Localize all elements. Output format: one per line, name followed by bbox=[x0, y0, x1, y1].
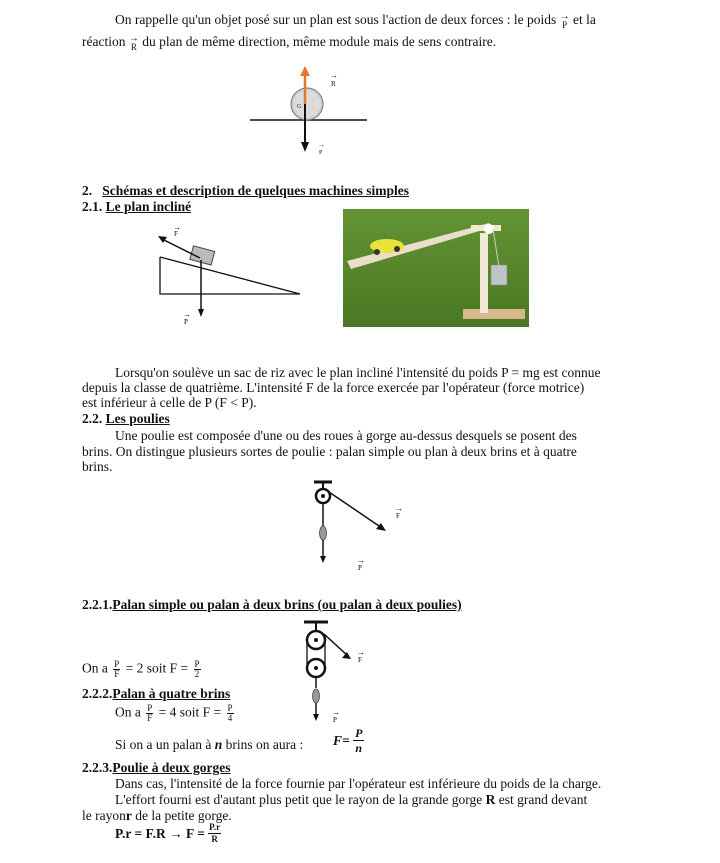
eq221-mid: = 2 soit F = bbox=[125, 660, 189, 676]
section-221-number: 2.2.1. bbox=[82, 597, 113, 612]
section-222-heading bbox=[82, 686, 230, 702]
section-221-heading bbox=[82, 597, 462, 613]
eq222-num2: P bbox=[227, 703, 233, 713]
pulley1-label-p: P bbox=[358, 564, 362, 572]
poulies-text-2: brins. On distingue plusieurs sortes de poulie : palan simple ou plan à deux brins et à quatre bbox=[82, 444, 577, 459]
eq222-fraction-2 bbox=[227, 704, 234, 723]
vector-p-inline: → P bbox=[560, 21, 570, 30]
section-222-title: Palan à quatre brins bbox=[112, 686, 231, 701]
section-2-title: Schémas et description de quelques machines simples bbox=[102, 183, 410, 198]
gorges-text-2 bbox=[115, 792, 587, 808]
label-g: G bbox=[297, 104, 302, 110]
double-pulley-figure bbox=[296, 618, 386, 728]
eq221-den1: F bbox=[114, 669, 120, 679]
section-222-number: 2.2.2. bbox=[82, 686, 113, 701]
svg-text:→: → bbox=[357, 556, 365, 565]
section-21-heading bbox=[82, 199, 191, 215]
eq-final-lhs: P.r = F.R → F = bbox=[115, 825, 205, 841]
eq221-den2: 2 bbox=[194, 669, 200, 679]
section-21-number: 2.1. bbox=[82, 199, 103, 214]
section-2-number: 2. bbox=[82, 183, 93, 198]
eq-n-num: P bbox=[355, 726, 363, 740]
equation-n-formula bbox=[333, 726, 364, 755]
incline-label-p: P bbox=[184, 318, 188, 326]
eq222-den1: F bbox=[147, 713, 153, 723]
section-223-heading bbox=[82, 760, 231, 776]
svg-text:→: → bbox=[330, 71, 338, 80]
svg-text:→: → bbox=[318, 141, 325, 149]
gorges-text-3b: de la petite gorge. bbox=[135, 808, 232, 823]
section-22-title: Les poulies bbox=[105, 411, 170, 426]
equation-221 bbox=[82, 660, 203, 679]
equation-final bbox=[115, 822, 221, 845]
section-22-number: 2.2. bbox=[82, 411, 103, 426]
eq222-num1: P bbox=[147, 703, 153, 713]
incline-text-3: est inférieur à celle de P (F < P). bbox=[82, 395, 257, 410]
eq-n-text-b: brins on aura : bbox=[225, 737, 304, 752]
pulley2-label-f: F bbox=[358, 656, 362, 664]
incline-label-f: F bbox=[174, 230, 178, 238]
eq221-num1: P bbox=[114, 659, 120, 669]
eq-final-den: R bbox=[211, 834, 218, 844]
pulley-force-arrow bbox=[329, 492, 382, 528]
gorges-text-2b: est grand devant bbox=[498, 792, 588, 807]
svg-text:→: → bbox=[183, 310, 191, 319]
eq221-fraction-1 bbox=[113, 660, 120, 679]
pulley2-label-p: P bbox=[333, 716, 337, 724]
eq-n-text-a: Si on a un palan à bbox=[115, 737, 212, 752]
gorges-small-r: r bbox=[125, 808, 132, 823]
eq-n-lhs: F= bbox=[333, 732, 350, 748]
equation-n-text bbox=[115, 737, 303, 753]
equation-222 bbox=[115, 704, 236, 723]
eq222-fraction-1 bbox=[146, 704, 153, 723]
intro-line-1 bbox=[115, 12, 596, 30]
eq222-den2: 4 bbox=[227, 713, 233, 723]
inclined-plane-figure bbox=[150, 222, 305, 332]
eq221-fraction-2 bbox=[194, 660, 201, 679]
eq222-prefix: On a bbox=[115, 704, 141, 720]
eq-n-den: n bbox=[355, 741, 363, 755]
gorges-big-r: R bbox=[485, 792, 496, 807]
gorges-text-2a: L'effort fourni est d'autant plus petit que le rayon de la grande gorge bbox=[115, 792, 483, 807]
eq221-num2: P bbox=[194, 659, 200, 669]
ball-on-plane-figure bbox=[245, 62, 375, 162]
svg-text:→: → bbox=[173, 223, 181, 232]
poulies-text-3: brins. bbox=[82, 459, 113, 474]
section-22-heading bbox=[82, 411, 170, 427]
gorges-text-3a: le rayon bbox=[82, 808, 126, 823]
label-p: P bbox=[319, 150, 323, 156]
eq222-mid: = 4 soit F = bbox=[158, 704, 222, 720]
inclined-plane-photo bbox=[343, 209, 529, 327]
svg-text:→: → bbox=[395, 504, 403, 513]
section-21-title: Le plan incliné bbox=[105, 199, 192, 214]
section-223-number: 2.2.3. bbox=[82, 760, 113, 775]
intro-text-a: On rappelle qu'un objet posé sur un plan est sous l'action de deux forces : le poids bbox=[115, 12, 557, 27]
section-221-title: Palan simple ou palan à deux brins (ou palan à deux poulies) bbox=[112, 597, 462, 612]
svg-text:→: → bbox=[332, 708, 340, 717]
intro-text-b: et la bbox=[573, 12, 596, 27]
intro-line-2 bbox=[82, 34, 496, 52]
eq221-prefix: On a bbox=[82, 660, 108, 676]
vector-r-inline: → R bbox=[129, 43, 139, 52]
incline-text-2: depuis la classe de quatrième. L'intensité F de la force exercée par l'opérateur (force motrice) bbox=[82, 380, 585, 395]
intro-text-c: réaction bbox=[82, 34, 126, 49]
section-2-heading bbox=[82, 183, 409, 199]
intro-text-d: du plan de même direction, même module mais de sens contraire. bbox=[142, 34, 497, 49]
label-r: R bbox=[331, 80, 336, 88]
section-223-title: Poulie à deux gorges bbox=[112, 760, 231, 775]
eq-n-variable: n bbox=[214, 737, 223, 752]
poulies-text-1: Une poulie est composée d'une ou des roues à gorge au-dessus desquels se posent des bbox=[115, 428, 577, 443]
pulley1-label-f: F bbox=[396, 512, 400, 520]
incline-text-1: Lorsqu'on soulève un sac de riz avec le plan incliné l'intensité du poids P = mg est connue bbox=[115, 365, 601, 380]
single-pulley-figure bbox=[306, 478, 416, 578]
svg-text:→: → bbox=[357, 648, 365, 657]
gorges-text-1: Dans cas, l'intensité de la force fournie par l'opérateur est inférieure du poids de la charge. bbox=[115, 776, 602, 791]
double-pulley-force-arrow bbox=[324, 634, 348, 656]
eq-final-num: P.r bbox=[209, 822, 221, 832]
